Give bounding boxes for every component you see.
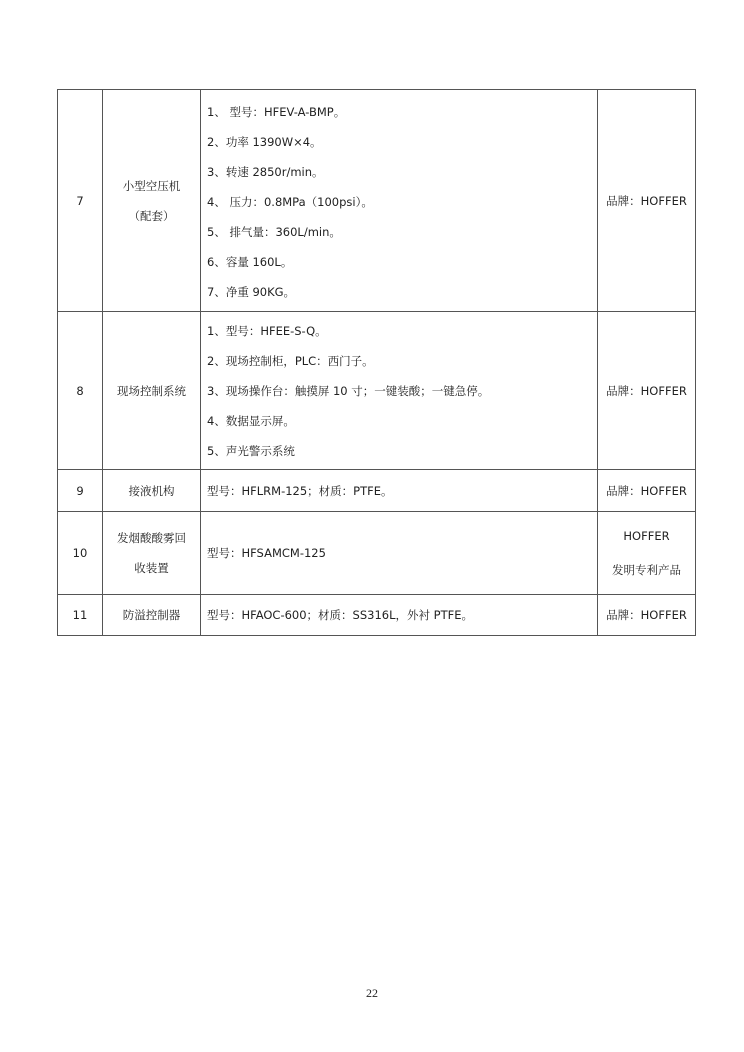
spec-line: 2、功率 1390W×4。 [207, 135, 322, 149]
item-spec-cell [201, 470, 598, 512]
item-brand-cell [598, 470, 696, 512]
spec-line: 7、净重 90KG。 [207, 285, 296, 299]
table-row [58, 595, 696, 636]
item-name-line: 接液机构 [128, 483, 175, 498]
spec-line: 6、容量 160L。 [207, 255, 293, 269]
spec-line: 4、 压力：0.8MPa（100psi）。 [207, 195, 373, 209]
brand-line: 品牌：HOFFER [606, 193, 687, 208]
spec-line: 3、现场操作台：触摸屏 10 寸；一键装酸；一键急停。 [207, 383, 490, 398]
spec-line: 型号：HFAOC-600；材质：SS316L，外衬 PTFE。 [207, 608, 474, 622]
spec-line: 1、 型号：HFEV-A-BMP。 [207, 105, 346, 119]
table-row [58, 312, 696, 470]
spec-line: 1、型号：HFEE-S-Q。 [207, 323, 327, 338]
brand-line: 品牌：HOFFER [606, 483, 687, 498]
brand-line: 发明专利产品 [612, 563, 681, 577]
table-row [58, 90, 696, 312]
brand-line: 品牌：HOFFER [606, 383, 687, 398]
item-name-cell [103, 512, 201, 595]
item-name-line: 防溢控制器 [122, 608, 181, 622]
item-brand-cell [598, 90, 696, 312]
item-spec-cell [201, 512, 598, 595]
spec-line: 型号：HFLRM-125；材质：PTFE。 [207, 483, 393, 498]
item-name-line: 小型空压机 [122, 178, 181, 193]
item-number: 10 [58, 512, 103, 595]
item-number: 9 [58, 470, 103, 512]
spec-line: 2、现场控制柜，PLC：西门子。 [207, 353, 374, 368]
item-name-cell [103, 90, 201, 312]
spec-line: 4、数据显示屏。 [207, 413, 295, 428]
item-spec-cell [201, 90, 598, 312]
spec-line: 型号：HFSAMCM-125 [207, 546, 326, 560]
item-name-cell [103, 470, 201, 512]
table-row [58, 512, 696, 595]
spec-line: 3、转速 2850r/min。 [207, 165, 324, 179]
page-number: 22 [366, 986, 378, 1000]
item-name-line: （配套） [128, 208, 175, 223]
item-number: 8 [58, 312, 103, 470]
item-brand-cell [598, 312, 696, 470]
item-name-line: 现场控制系统 [117, 383, 186, 398]
item-name-line: 收装置 [134, 561, 169, 575]
item-spec-cell [201, 595, 598, 636]
item-name-cell [103, 312, 201, 470]
spec-line: 5、 排气量：360L/min。 [207, 225, 341, 239]
item-name-line: 发烟酸酸雾回 [117, 531, 186, 545]
table-row [58, 470, 696, 512]
item-spec-cell [201, 312, 598, 470]
item-number: 11 [58, 595, 103, 636]
brand-line: HOFFER [623, 529, 670, 543]
item-name-cell [103, 595, 201, 636]
spec-line: 5、声光警示系统 [207, 443, 295, 458]
item-brand-cell [598, 595, 696, 636]
item-brand-cell [598, 512, 696, 595]
equipment-spec-table [57, 89, 696, 636]
item-number: 7 [58, 90, 103, 312]
brand-line: 品牌：HOFFER [606, 608, 687, 622]
